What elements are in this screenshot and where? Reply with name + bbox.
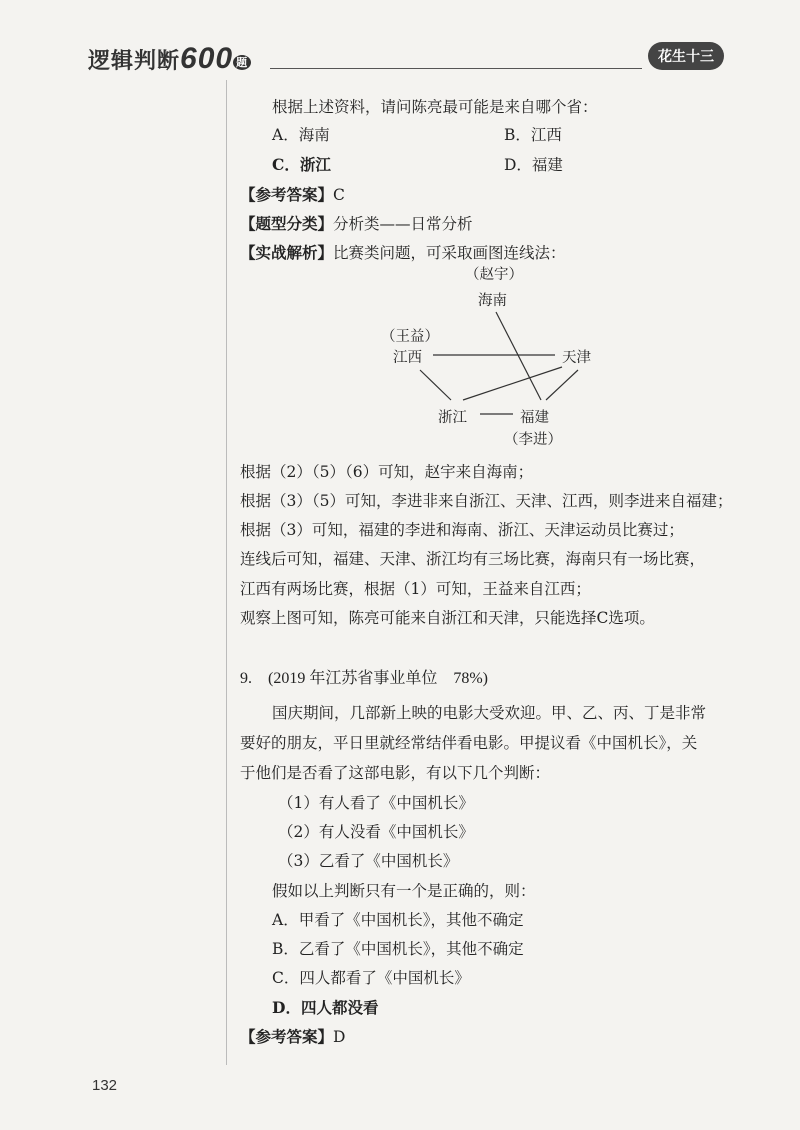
q8-option-b: B．江西 [504, 126, 562, 144]
analysis-label: 【实战解析】 [240, 243, 334, 262]
q9-para-line: 国庆期间，几部新上映的电影大受欢迎。甲、乙、丙、丁是非常 [272, 704, 707, 722]
book-title-suffix: 题 [233, 55, 251, 70]
label-hainan: 海南 [478, 293, 507, 309]
analysis-line: 根据（3）可知，福建的李进和海南、浙江、天津运动员比赛过； [240, 521, 684, 539]
analysis-intro-text: 比赛类问题，可采取画图连线法： [333, 244, 566, 262]
q9-question: 假如以上判断只有一个是正确的，则： [272, 882, 536, 900]
answer-label: 【参考答案】 [240, 185, 334, 204]
book-title-number: 600 [180, 42, 234, 75]
q9-para-line: 要好的朋友，平日里就经常结伴看电影。甲提议看《中国机长》，关 [240, 734, 698, 752]
q9-option-a: A．甲看了《中国机长》，其他不确定 [272, 911, 524, 929]
analysis-line: 连线后可知，福建、天津、浙江均有三场比赛，海南只有一场比赛， [240, 550, 706, 568]
label-jiangxi: 江西 [393, 350, 422, 366]
line-jiangxi-zhejiang [420, 370, 451, 400]
answer-value: C [333, 186, 345, 204]
q9-option-d: D．四人都没看 [272, 998, 379, 1017]
q8-option-c: C．浙江 [272, 155, 331, 174]
q8-option-a: A．海南 [272, 126, 330, 144]
q8-option-d: D．福建 [504, 156, 563, 174]
q9-statement: （3）乙看了《中国机长》 [278, 852, 459, 870]
q9-statement: （2）有人没看《中国机长》 [278, 823, 474, 841]
label-wang: （王益） [381, 329, 439, 345]
q9-para-line: 于他们是否看了这部电影，有以下几个判断： [240, 764, 551, 782]
label-tianjin: 天津 [562, 350, 591, 366]
answer-label: 【参考答案】 [240, 1027, 334, 1046]
q9-option-b: B．乙看了《中国机长》，其他不确定 [272, 940, 524, 958]
q9-statement: （1）有人看了《中国机长》 [278, 794, 474, 812]
analysis-line: 江西有两场比赛，根据（1）可知，王益来自江西； [240, 580, 591, 598]
analysis-line: 观察上图可知，陈亮可能来自浙江和天津，只能选择C选项。 [240, 609, 655, 627]
q8-question: 根据上述资料，请问陈亮最可能是来自哪个省： [272, 98, 598, 116]
brand-logo: 花生十三 [648, 42, 724, 70]
line-zhejiang-tianjin [463, 367, 562, 400]
book-title-text: 逻辑判断 [88, 48, 181, 74]
label-fujian: 福建 [520, 410, 549, 426]
label-zhao: （赵宇） [465, 267, 523, 283]
match-diagram [0, 0, 800, 460]
type-label: 【题型分类】 [240, 214, 334, 233]
page-number: 132 [92, 1077, 118, 1094]
answer-value: D [333, 1028, 346, 1046]
analysis-line: 根据（2）（5）（6）可知，赵宇来自海南； [240, 463, 534, 481]
label-li: （李进） [504, 432, 562, 448]
q9-answer [240, 1025, 345, 1047]
label-zhejiang: 浙江 [438, 410, 467, 426]
q9-option-c: C．四人都看了《中国机长》 [272, 969, 470, 987]
q9-heading: 9. (2019 年江苏省事业单位 78%) [240, 670, 488, 687]
line-tianjin-fujian [546, 370, 578, 400]
analysis-line: 根据（3）（5）可知，李进非来自浙江、天津、江西，则李进来自福建； [240, 492, 733, 510]
type-value: 分析类——日常分析 [333, 215, 473, 233]
